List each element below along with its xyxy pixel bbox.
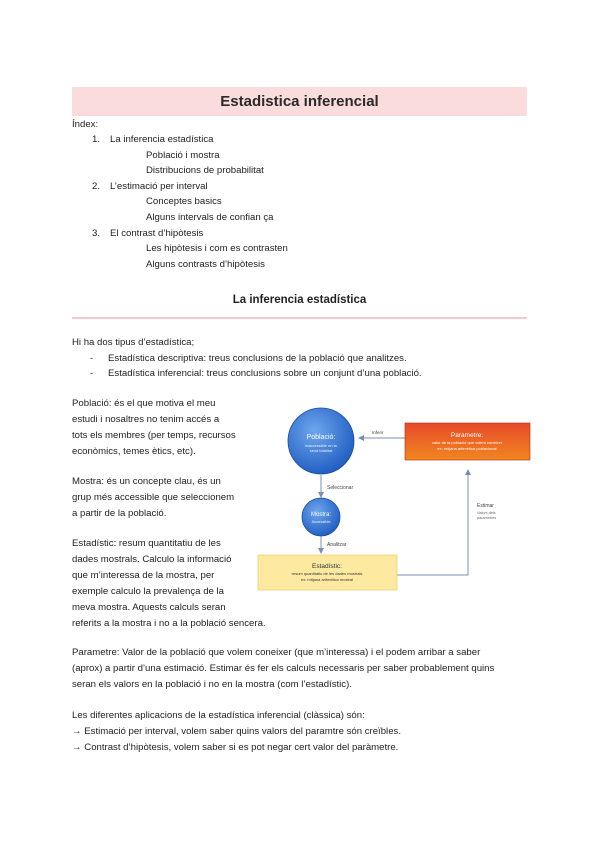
poblacio-sub1: inaccessible en la: [305, 443, 337, 448]
intro-text: Hi ha dos tipus d’estadística;: [72, 337, 195, 348]
mostra-line-3: a partir de la població.: [72, 508, 167, 519]
bullet-1: [90, 352, 407, 365]
label-estimar-sub2: paràmetres: [477, 516, 497, 520]
title-bar: [72, 87, 527, 116]
mostra-line-1: Mostra: és un concepte clau, és un: [72, 476, 221, 487]
estadistic-line-5: meva mostra. Aquests calculs seran: [72, 602, 226, 613]
estadistic-line-6: referits a la mostra i no a la població sencera.: [72, 618, 266, 629]
bullet-text: Estadística inferencial: treus conclusions sobre un conjunt d’una població.: [108, 368, 422, 379]
label-inferir: Inferir: [372, 430, 384, 435]
estadistic-line-4: exemple calculo la prevalença de la: [72, 586, 224, 597]
mostra-sub1: Accessible: [311, 519, 331, 524]
estadistic-sub2: ex: mitjana aritmètica mostral: [300, 577, 354, 582]
label-estimar: Estimar: [477, 503, 494, 509]
poblacio-line-4: econòmics, temes ètics, etc).: [72, 446, 196, 457]
bullet-marker: -: [90, 353, 94, 364]
section-divider: [72, 317, 527, 319]
estadistic-line-1: Estadístic: resum quantitatiu de les: [72, 538, 221, 549]
inference-diagram: [255, 395, 535, 595]
poblacio-line-1: Població: és el que motiva el meu: [72, 398, 216, 409]
parametre-sub1: valor de la població que volem conèixer: [431, 440, 503, 445]
index-num-3: 3.: [92, 228, 101, 239]
mostra-title: Mostra:: [310, 512, 332, 518]
estadistic-sub1: resum quantitatiu de les dades mostrals: [291, 571, 363, 576]
page-title: Estadistica inferencial: [220, 93, 379, 110]
bullet-marker: -: [90, 368, 94, 379]
parametre-line-1: Parametre: Valor de la població que volem coneixer (que m’interessa) i el podem arribar a saber: [72, 647, 481, 658]
index-num-2: 2.: [92, 181, 101, 192]
index-sub-1-1: Població i mostra: [146, 150, 220, 161]
index-item-1: La inferencia estadística: [110, 134, 214, 145]
arrow-estimar: [397, 470, 468, 575]
poblacio-sub2: seva totalitat: [309, 448, 333, 453]
poblacio-node: [288, 408, 354, 474]
parametre-title: Parametre:: [450, 432, 484, 439]
estadistic-line-2: dades mostrals. Calculo la informació: [72, 554, 232, 565]
section-title: La inferencia estadística: [232, 294, 367, 306]
index-sub-2-1: Conceptes basics: [146, 196, 222, 207]
label-seleccionar: Seleccionar: [327, 485, 354, 491]
application-1: → Estimació per interval, volem saber quins valors del paramtre són creïbles.: [72, 726, 401, 737]
poblacio-line-2: estudi i nosaltres no tenim accés a: [72, 414, 220, 425]
index-heading: Índex:: [72, 119, 99, 130]
index-sub-3-2: Alguns contrasts d’hipòtesis: [146, 259, 265, 270]
bullet-2: [90, 367, 422, 380]
poblacio-title: Població:: [306, 434, 336, 441]
index-num-1: 1.: [92, 134, 101, 145]
label-analitzar: Analitzar: [327, 542, 347, 548]
parametre-sub2: ex: mitjana aritmètica poblacional: [437, 446, 497, 451]
estadistic-title: Estadístic:: [312, 563, 342, 570]
index-sub-3-1: Les hipòtesis i com es contrasten: [146, 243, 288, 254]
application-2: → Contrast d’hipòtesis, volem saber si es pot negar cert valor del paràmetre.: [72, 742, 399, 753]
index-item-3: El contrast d’hipòtesis: [110, 228, 204, 239]
parametre-line-2: (aprox) a partir d’una estimació. Estimar és fer els calculs necessaris per saber probablement quins: [72, 663, 495, 674]
poblacio-line-3: tots els membres (per temps, recursos: [72, 430, 236, 441]
bullet-text: Estadística descriptiva: treus conclusions de la població que analitzes.: [108, 353, 407, 364]
label-estimar-sub1: Valors dels: [477, 511, 496, 515]
index-sub-2-2: Alguns intervals de confian ça: [146, 212, 274, 223]
mostra-line-2: grup més accessible que seleccionem: [72, 492, 235, 503]
index-sub-1-2: Distribucions de probabilitat: [146, 165, 264, 176]
parametre-line-3: seran els valors en la població i no en la mostra (com l’estadístic).: [72, 679, 352, 690]
estadistic-line-3: que m’interessa de la mostra, per: [72, 570, 215, 581]
index-item-2: L’estimació per interval: [110, 181, 208, 192]
applications-intro: Les diferentes aplicacions de la estadística inferencial (clàssica) són:: [72, 710, 365, 721]
